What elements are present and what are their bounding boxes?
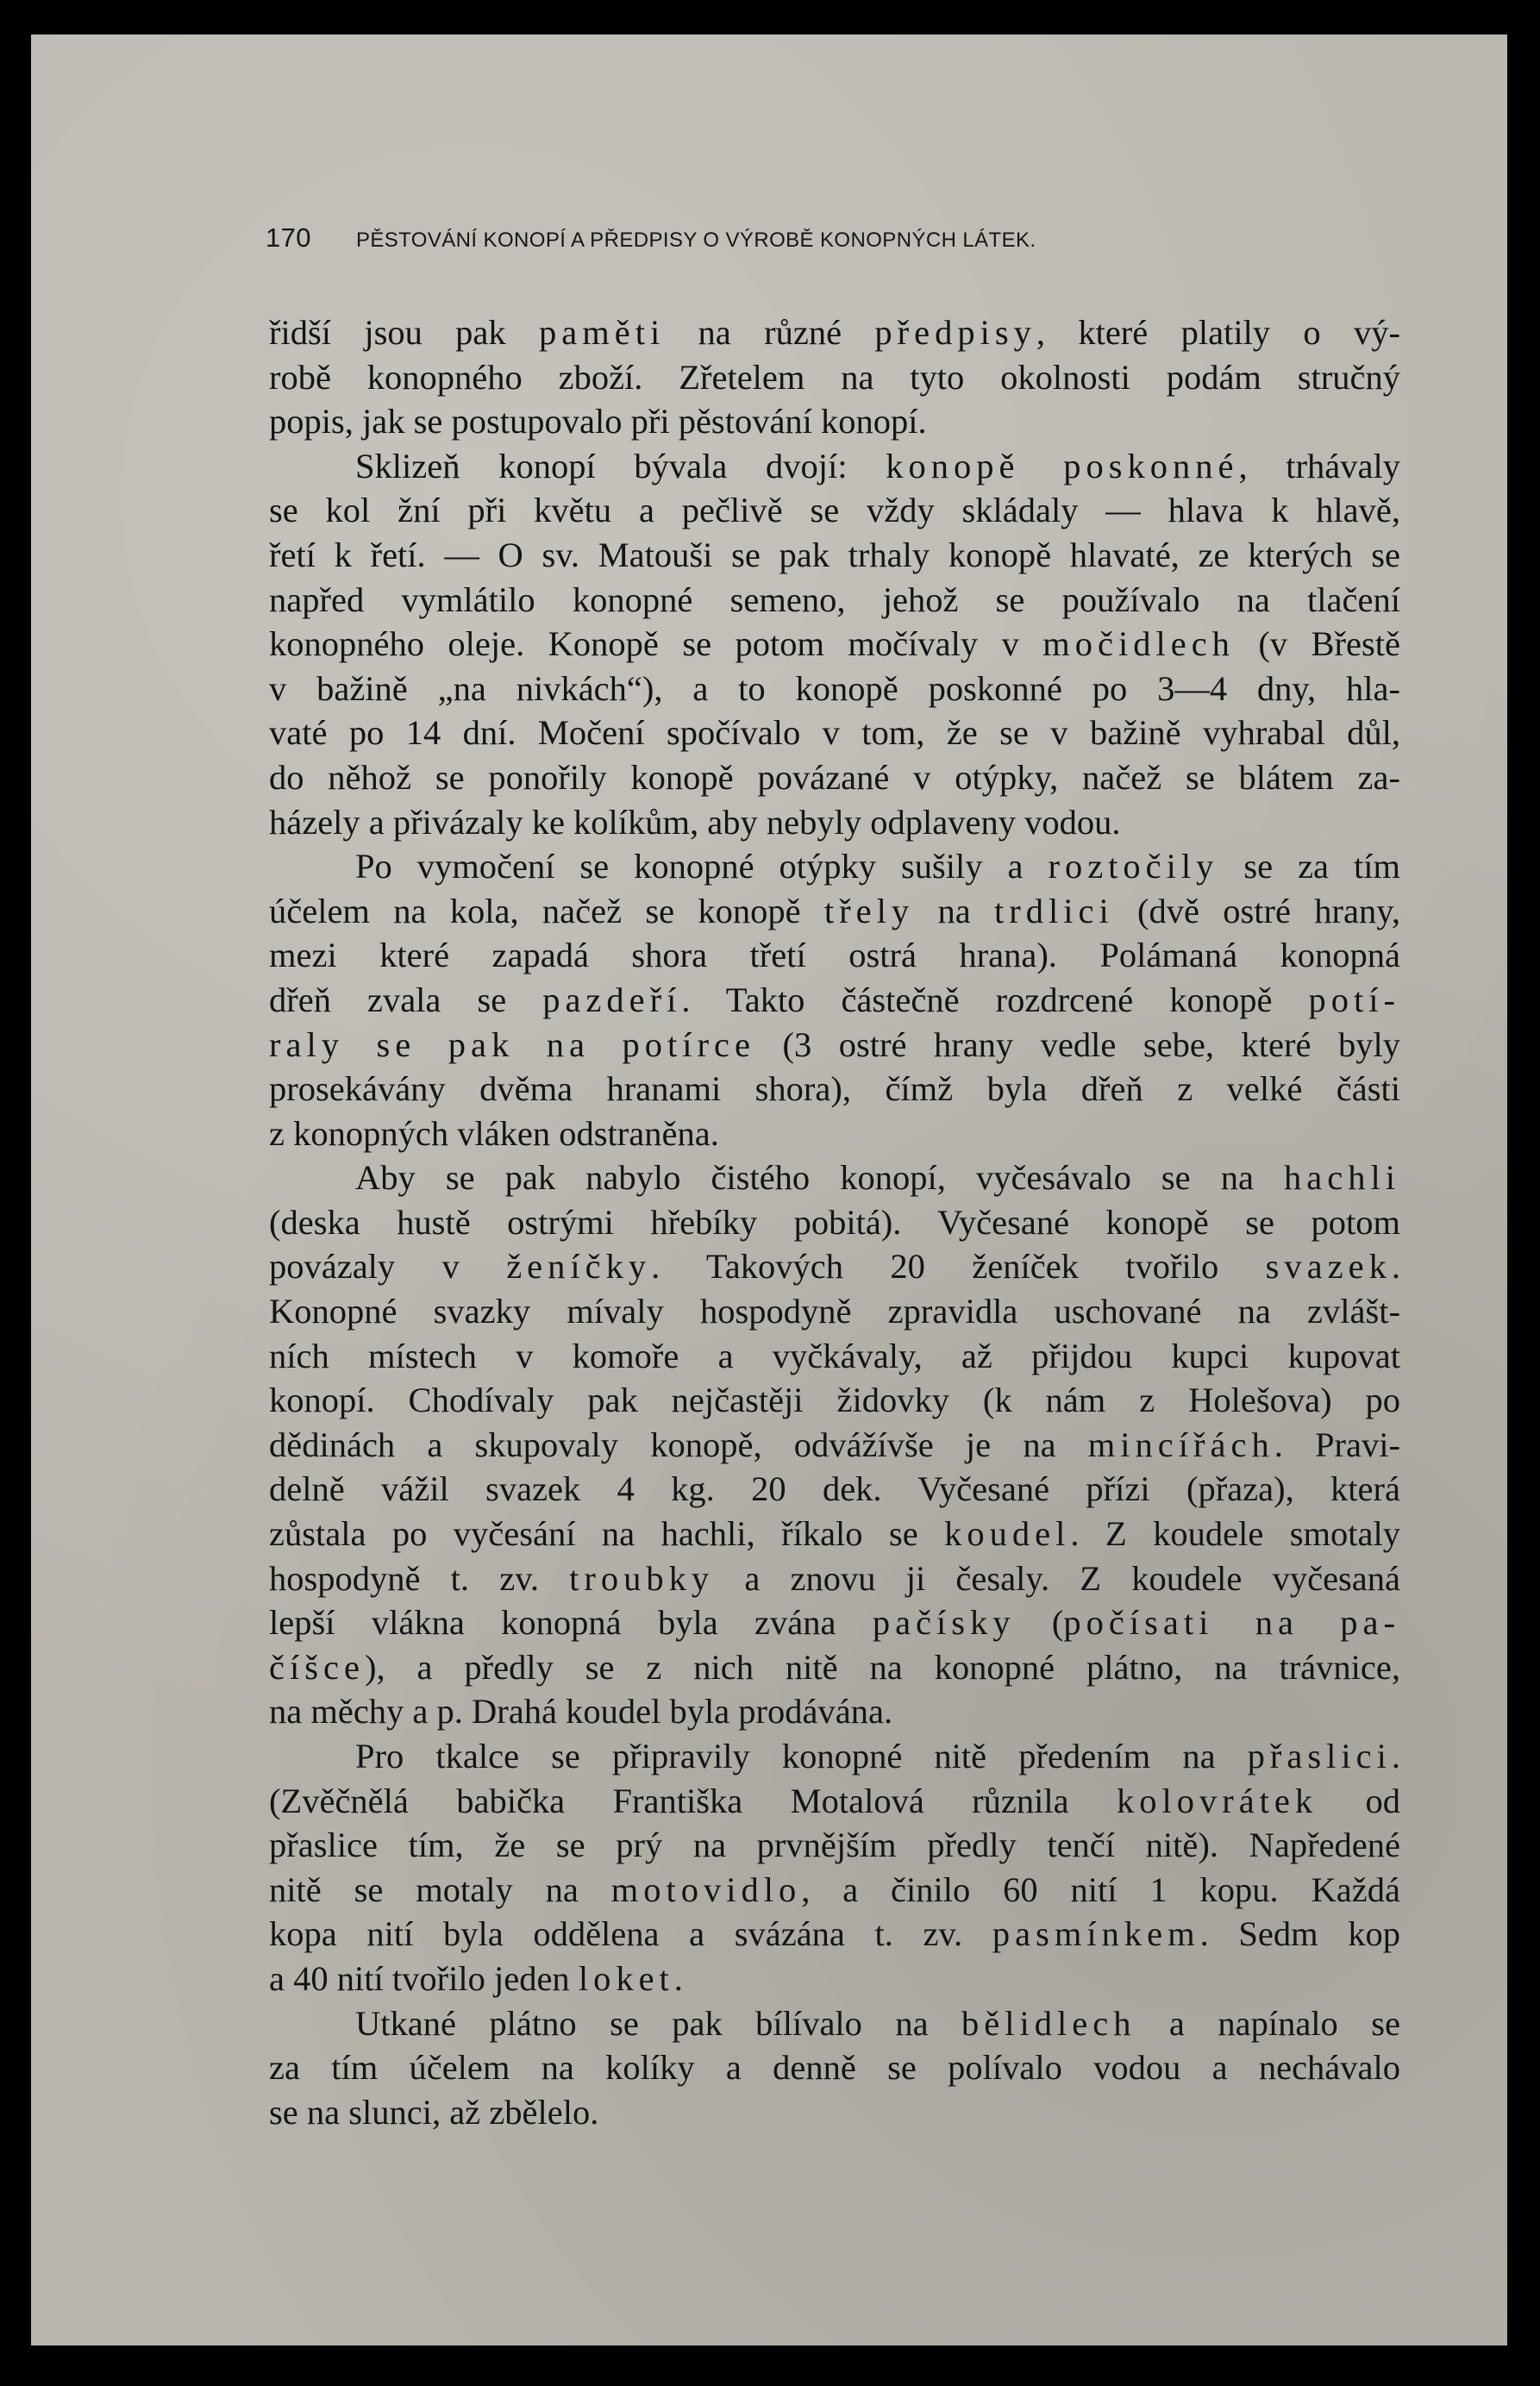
text-line — [269, 1868, 1400, 1913]
spaced-term: kolovrátek — [1116, 1781, 1318, 1820]
text-line — [269, 1912, 1400, 1957]
spaced-term: koudel — [944, 1514, 1071, 1554]
text-segment: , trhávaly — [1238, 446, 1400, 485]
text-segment: z konopných vláken odstraněna. — [269, 1113, 719, 1153]
text-segment: Sklizeň konopí bývala dvojí: — [355, 446, 886, 485]
text-segment: zůstala po vyčesání na hachli, říkalo se — [269, 1514, 945, 1554]
text-segment: vaté po 14 dní. Močení spočívalo v tom, že se v bažině vyhrabal důl, — [269, 713, 1400, 753]
spaced-term: třely — [823, 891, 915, 930]
text-line — [269, 1155, 1400, 1200]
text-segment: (dvě ostré hrany, — [1113, 891, 1400, 930]
text-segment: mezi které zapadá shora třetí ostrá hrana). Polámaná konopná — [269, 936, 1400, 975]
text-segment: (deska hustě ostrými hřebíky pobitá). Vyčesané konopě se potom — [269, 1202, 1400, 1242]
text-segment: . Sedm kop — [1199, 1914, 1400, 1954]
spaced-term: svazek — [1265, 1247, 1392, 1287]
text-segment: Pro tkalce se připravily konopné nitě předením na — [355, 1737, 1248, 1775]
text-segment: (v Břestě — [1234, 624, 1401, 664]
spaced-term: troubky — [569, 1558, 715, 1598]
spaced-term: raly se pak na potírce — [269, 1024, 755, 1064]
spaced-term: pasmínkem — [992, 1914, 1200, 1954]
text-segment: . — [1391, 1737, 1400, 1775]
spaced-term: loket — [578, 1958, 674, 1998]
text-segment: na měchy a p. Drahá koudel byla prodávána. — [269, 1692, 893, 1732]
text-line — [269, 1112, 1400, 1156]
text-segment: řetí k řetí. — O sv. Matouši se pak trhaly konopě hlavaté, ze kterých se — [269, 535, 1400, 574]
text-line — [269, 622, 1400, 667]
page-number: 170 — [266, 222, 311, 253]
text-line — [269, 578, 1400, 623]
text-segment: . Z koudele smotaly — [1070, 1514, 1400, 1554]
text-segment: účelem na kola, načež se konopě — [269, 891, 824, 930]
text-line — [269, 1067, 1400, 1112]
text-segment: dědinách a skupovaly konopě, odvážívše je na — [269, 1425, 1088, 1464]
spaced-term: motovidlo — [610, 1869, 802, 1909]
text-segment: od — [1318, 1781, 1401, 1820]
text-segment: Po vymočení se konopné otýpky sušily a — [355, 847, 1049, 886]
text-line — [269, 711, 1400, 755]
text-line — [269, 533, 1400, 578]
text-segment: (3 ostré hrany vedle sebe, které byly — [754, 1024, 1400, 1064]
text-line — [269, 1689, 1400, 1734]
text-line — [269, 399, 1400, 444]
text-segment: . Takových 20 ženíček tvořilo — [651, 1247, 1266, 1287]
spaced-term: mincířách — [1087, 1425, 1274, 1464]
text-segment: přaslice tím, že se prý na prvnějším předly tenčí nitě). Napředené — [269, 1826, 1400, 1865]
text-line — [269, 1289, 1400, 1334]
text-segment: konopného oleje. Konopě se potom močívaly v — [269, 624, 1043, 664]
text-line — [269, 1556, 1400, 1601]
text-segment: ), a předly se z nich nitě na konopné plátno, na trávnice, — [364, 1647, 1400, 1687]
text-line — [269, 310, 1400, 355]
text-segment: řidší jsou pak — [269, 313, 539, 352]
text-line — [269, 1423, 1400, 1468]
text-line — [269, 800, 1400, 845]
spaced-term: roztočily — [1048, 847, 1219, 886]
text-line — [269, 1334, 1400, 1379]
text-segment: . Takto částečně rozdrcené konopě — [681, 980, 1309, 1019]
text-line — [269, 755, 1400, 800]
spaced-term: pačísky — [872, 1603, 1016, 1643]
text-segment: se na slunci, až zbělelo. — [269, 2092, 599, 2132]
body-text — [269, 310, 1400, 2134]
text-line — [269, 1200, 1400, 1245]
text-segment: dřeň zvala se — [269, 980, 543, 1019]
text-line — [269, 1645, 1400, 1690]
text-line — [269, 444, 1400, 489]
spaced-term: hachli — [1284, 1158, 1400, 1198]
text-line — [269, 488, 1400, 533]
text-line — [269, 844, 1400, 889]
text-segment: a znovu ji česaly. Z koudele vyčesaná — [714, 1558, 1401, 1598]
text-line — [269, 1600, 1400, 1645]
text-line — [269, 1378, 1400, 1423]
text-line — [269, 2045, 1400, 2090]
text-segment: na různé — [665, 313, 875, 352]
spaced-term: přaslici — [1247, 1737, 1392, 1775]
spaced-term: potí- — [1308, 980, 1401, 1019]
text-segment: prosekávány dvěma hranami shora), čímž byla dřeň z velké části — [269, 1069, 1400, 1109]
text-line — [269, 1823, 1400, 1868]
text-segment: povázaly v — [269, 1247, 507, 1287]
text-segment: a napínalo se — [1136, 2003, 1400, 2043]
text-segment: lepší vlákna konopná byla zvána — [269, 1603, 873, 1643]
text-segment: ních místech v komoře a vyčkávaly, až přijdou kupci kupovat — [269, 1336, 1400, 1375]
spaced-term: paměti — [539, 313, 666, 352]
text-line — [269, 2001, 1400, 2046]
text-line — [269, 1467, 1400, 1512]
text-line — [269, 1957, 1400, 2001]
text-segment: za tím účelem na kolíky a denně se polívalo vodou a nechávalo — [269, 2048, 1400, 2088]
text-line — [269, 667, 1400, 711]
spaced-term: pazdeří — [542, 980, 682, 1019]
spaced-term: počísati na pa- — [1063, 1603, 1400, 1643]
spaced-term: trdlici — [993, 891, 1114, 930]
text-line — [269, 1512, 1400, 1556]
text-segment: . Pravi- — [1274, 1425, 1401, 1464]
text-line — [269, 933, 1400, 978]
text-segment: hospodyně t. zv. — [269, 1558, 570, 1598]
text-segment: robě konopného zboží. Zřetelem na tyto okolnosti podám stručný — [269, 357, 1400, 397]
text-segment: se kol žní při květu a pečlivě se vždy skládaly — hlava k hlavě, — [269, 491, 1400, 530]
text-line — [269, 1734, 1400, 1779]
text-segment: a 40 nití tvořilo jeden — [269, 1958, 579, 1998]
text-segment: . — [1391, 1247, 1400, 1287]
text-segment: ( — [1015, 1603, 1064, 1643]
text-segment: na — [914, 891, 994, 930]
text-segment: , a činilo 60 nití 1 kopu. Každá — [801, 1869, 1400, 1909]
text-line — [269, 1244, 1400, 1289]
page-header — [266, 222, 1283, 254]
text-segment: házely a přivázaly ke kolíkům, aby nebyly odplaveny vodou. — [269, 802, 1121, 842]
text-segment: delně vážil svazek 4 kg. 20 dek. Vyčesané přízi (přaza), která — [269, 1469, 1400, 1509]
text-segment: Konopné svazky mívaly hospodyně zpravidla uschované na zvlášt- — [269, 1292, 1400, 1331]
spaced-term: ženíčky — [506, 1247, 652, 1287]
spaced-term: předpisy — [874, 313, 1036, 352]
text-segment: konopí. Chodívaly pak nejčastěji židovky (k nám z Holešova) po — [269, 1381, 1400, 1420]
text-segment: popis, jak se postupovalo při pěstování konopí. — [269, 402, 927, 442]
text-segment: Aby se pak nabylo čistého konopí, vyčesávalo se na — [355, 1158, 1285, 1198]
text-segment: (Zvěčnělá babička Františka Motalová různila — [269, 1781, 1117, 1820]
text-line — [269, 1779, 1400, 1824]
text-segment: kopa nití byla oddělena a svázána t. zv. — [269, 1914, 992, 1954]
text-line — [269, 2090, 1400, 2135]
spaced-term: konopě poskonné — [886, 446, 1239, 485]
text-segment: se za tím — [1218, 847, 1400, 886]
spaced-term: číšce — [269, 1647, 365, 1687]
text-segment: do něhož se ponořily konopě povázané v otýpky, načež se blátem za- — [269, 757, 1400, 797]
spaced-term: bělidlech — [961, 2003, 1136, 2043]
running-title: PĚSTOVÁNÍ KONOPÍ A PŘEDPISY O VÝROBĚ KONOPNÝCH LÁTEK. — [355, 229, 1036, 252]
text-segment: v bažině „na nivkách“), a to konopě poskonné po 3—4 dny, hla- — [269, 668, 1400, 708]
text-line — [269, 978, 1400, 1023]
spaced-term: močidlech — [1042, 624, 1235, 664]
text-line — [269, 1023, 1400, 1068]
book-page — [31, 34, 1507, 2345]
text-line — [269, 889, 1400, 934]
text-segment: , které platily o vý- — [1036, 313, 1400, 352]
text-line — [269, 355, 1400, 400]
text-segment: napřed vymlátilo konopné semeno, jehož se používalo na tlačení — [269, 579, 1400, 619]
text-segment: . — [673, 1958, 683, 1998]
text-segment: Utkané plátno se pak bílívalo na — [355, 2003, 962, 2043]
text-segment: nitě se motaly na — [269, 1869, 611, 1909]
